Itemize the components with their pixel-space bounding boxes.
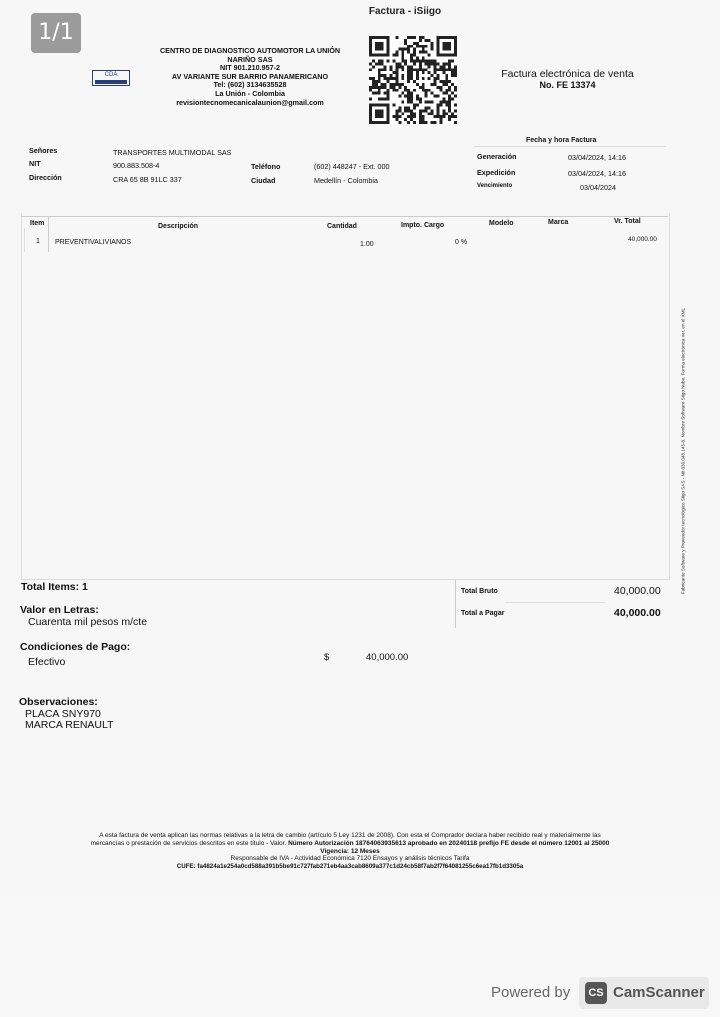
table-col-divider (48, 216, 49, 252)
vencimiento-label: Vencimiento (477, 183, 513, 189)
total-bruto-label: Total Bruto (461, 588, 498, 595)
camscanner-name: CamScanner (613, 984, 705, 1001)
senores-label: Señores (29, 146, 58, 155)
logo-text: CDA (104, 72, 118, 78)
ciudad-value: Medellín - Colombia (314, 176, 378, 185)
row-item: 1 (36, 238, 40, 245)
company-email: revisiontecnomecanicalaunion@gmail.com (176, 97, 324, 107)
currency-symbol: $ (324, 652, 330, 663)
invoice-type: Factura electrónica de venta (501, 68, 634, 80)
company-name: CENTRO DE DIAGNOSTICO AUTOMOTOR LA UNIÓN (159, 46, 341, 55)
direccion-value: CRA 65 8B 91LC 337 (113, 175, 182, 184)
telefono-value: (602) 448247 - Ext. 000 (314, 162, 390, 171)
powered-by-text: Powered by (491, 984, 571, 1001)
company-info (140, 47, 360, 107)
totals-divider (505, 602, 605, 603)
invoice-header (480, 68, 655, 90)
condiciones-label: Condiciones de Pago: (20, 641, 131, 653)
page-indicator: 1/1 (31, 13, 81, 53)
table-col-divider-2 (24, 228, 25, 252)
expedicion-value: 03/04/2024, 14:16 (568, 169, 626, 178)
qr-code (368, 36, 458, 124)
condiciones-value: Efectivo (28, 656, 66, 668)
dates-title: Fecha y hora Factura (526, 137, 597, 144)
valor-letras-label: Valor en Letras: (20, 604, 99, 616)
th-impto: Impto. Cargo (401, 222, 445, 229)
footer-line-3: Vigencia: 12 Meses (320, 847, 380, 855)
valor-letras-value: Cuarenta mil pesos m/cte (28, 616, 148, 628)
observaciones-line-2: MARCA RENAULT (25, 719, 114, 731)
direccion-label: Dirección (29, 173, 62, 182)
th-descripcion: Descripción (158, 223, 199, 230)
telefono-label: Teléfono (251, 162, 281, 171)
nit-label: NIT (29, 159, 41, 168)
items-table-frame (21, 213, 670, 580)
footer-line-1: A esta factura de venta aplican las normas relativas a la letra de cambio (artículo 5 Ley 1231 de 2008). Con esta el Comprador declara haber recibido real y materialmente las (99, 832, 601, 839)
footer-line-2 (40, 840, 660, 848)
company-tel: Tel: (602) 3134635528 (213, 80, 287, 90)
pago-value: 40,000.00 (366, 652, 409, 663)
logo-bar (95, 80, 127, 84)
total-items: Total Items: 1 (21, 581, 88, 593)
total-pagar-label: Total a Pagar (461, 610, 505, 617)
camscanner-icon: CS (585, 982, 607, 1004)
invoice-number: No. FE 13374 (539, 80, 596, 90)
side-note (676, 256, 690, 646)
th-vr-total: Vr. Total (614, 218, 641, 225)
footer-line-2a: mercancías o prestación de servicios descritos en este título - Valor. (90, 839, 289, 847)
company-nit: NIT 901.210.957-2 (220, 63, 280, 73)
generacion-label: Generación (477, 152, 517, 161)
camscanner-watermark (450, 976, 710, 1010)
ciudad-label: Ciudad (251, 176, 276, 185)
company-logo (92, 70, 130, 86)
side-note-text: Fabricante Software y Proveedor tecnológico Siigo SAS - Nit 830.048.145-8. Nombre Software Siigo Nube. Forma electrónica ver. en el XML (680, 307, 686, 595)
row-descripcion: PREVENTIVALIVIANOS (55, 239, 132, 246)
company-address: AV VARIANTE SUR BARRIO PANAMERICANO (171, 71, 329, 81)
total-pagar-value: 40,000.00 (614, 607, 661, 619)
row-cantidad: 1.00 (360, 241, 374, 248)
th-marca: Marca (548, 219, 569, 226)
observaciones-line-1: PLACA SNY970 (25, 708, 101, 720)
row-vr-total: 40,000.00 (628, 236, 657, 243)
footer-line-4: Responsable de IVA - Actividad Económica 7120 Ensayos y análisis técnicos Tarifa (230, 855, 470, 863)
row-impto: 0 % (455, 239, 468, 246)
th-modelo: Modelo (489, 220, 514, 227)
footer-line-2b: Número Autorización 18764063935613 aprobado en 20240118 prefijo FE desde el número 12001 al 25000 (288, 839, 610, 847)
dates-divider (474, 146, 666, 147)
observaciones-label: Observaciones: (19, 696, 98, 708)
generacion-value: 03/04/2024, 14:16 (568, 153, 626, 162)
camscanner-badge (579, 977, 709, 1009)
th-cantidad: Cantidad (327, 223, 357, 230)
company-city: La Unión - Colombia (215, 88, 285, 98)
table-top-rule (21, 216, 668, 217)
vencimiento-value: 03/04/2024 (580, 183, 616, 192)
legal-footer (40, 832, 660, 871)
total-bruto-value: 40,000.00 (614, 585, 661, 597)
company-name-2: NARIÑO SAS (227, 54, 273, 64)
document-title: Factura - iSiigo (368, 6, 442, 17)
footer-cufe: CUFE: fa4824a1e254a0cd588a391b5be91c727fab271eb4aa3cab8609a377c1d24cb58f7ab2f7f64081255c6ea17fb1d3305a (176, 863, 524, 871)
expedicion-label: Expedición (477, 168, 516, 177)
nit-value: 900.883.508-4 (113, 161, 160, 170)
th-item: Item (30, 220, 45, 227)
senores-value: TRANSPORTES MULTIMODAL SAS (113, 148, 232, 157)
